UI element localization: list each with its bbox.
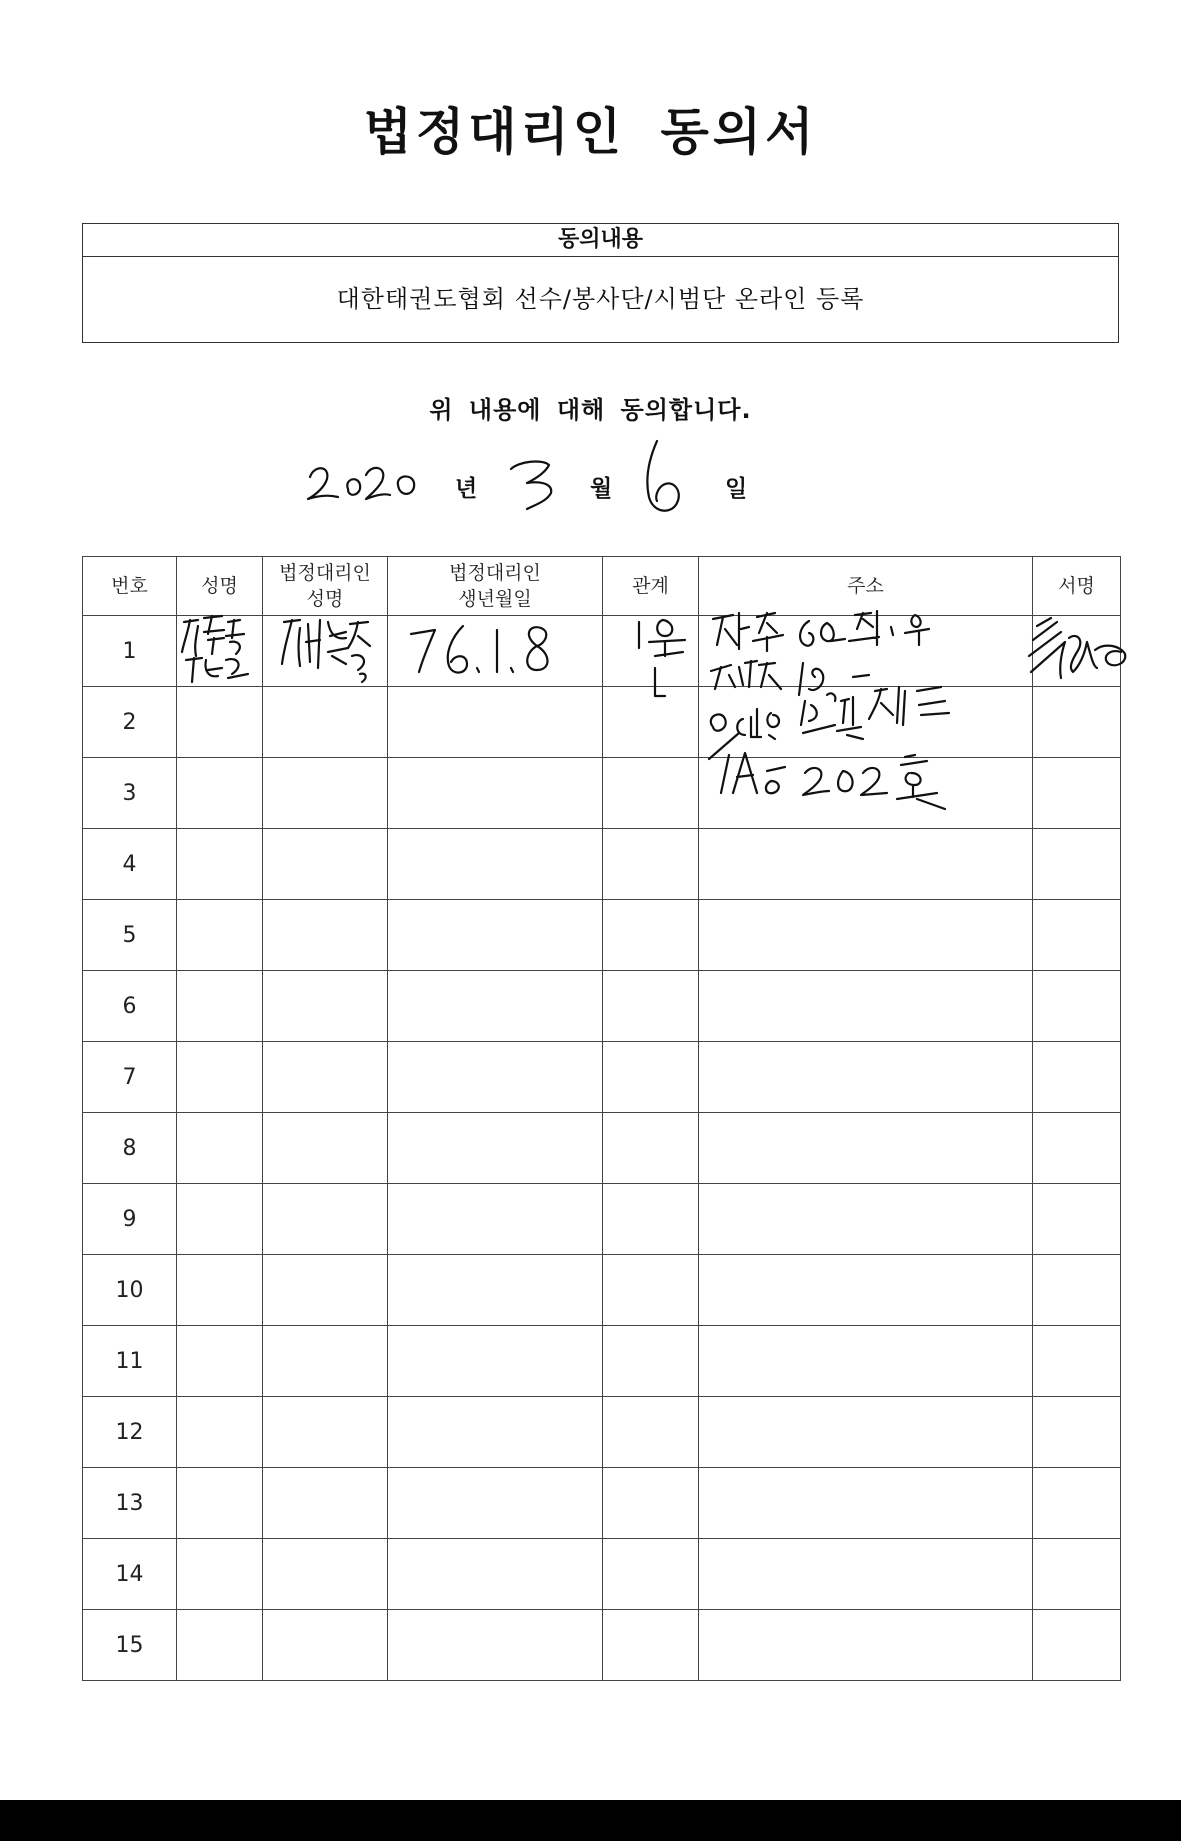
header-guardian-birth-line2: 생년월일	[458, 588, 532, 610]
name-cell	[177, 1539, 263, 1610]
name-cell	[177, 1184, 263, 1255]
handwritten-relation	[625, 612, 695, 702]
signature-cell	[1033, 687, 1121, 758]
header-guardian-name-line1: 법정대리인	[279, 562, 371, 584]
relation-cell	[603, 1539, 699, 1610]
guardian-name-cell	[263, 900, 388, 971]
table-row	[83, 1610, 1121, 1681]
relation-cell	[603, 1255, 699, 1326]
guardian-name-cell	[263, 758, 388, 829]
table-row	[83, 1184, 1121, 1255]
name-cell	[177, 758, 263, 829]
row-number-cell: 9	[83, 1184, 177, 1255]
address-cell	[699, 900, 1033, 971]
guardian-birth-cell	[388, 971, 603, 1042]
relation-cell	[603, 900, 699, 971]
header-relation: 관계	[603, 557, 699, 616]
guardian-birth-cell	[388, 758, 603, 829]
address-cell	[699, 1468, 1033, 1539]
name-cell	[177, 1326, 263, 1397]
guardian-birth-cell	[388, 1042, 603, 1113]
relation-cell	[603, 758, 699, 829]
table-row	[83, 1468, 1121, 1539]
signature-cell	[1033, 829, 1121, 900]
bottom-black-bar	[0, 1800, 1181, 1841]
header-guardian-name-line2: 성명	[306, 588, 344, 610]
row-number-cell: 6	[83, 971, 177, 1042]
handwritten-guardian-name	[276, 612, 376, 692]
handwritten-guardian-birth	[405, 620, 565, 680]
row-number-cell: 13	[83, 1468, 177, 1539]
address-cell	[699, 1326, 1033, 1397]
day-label: 일	[725, 476, 748, 502]
address-cell	[699, 1113, 1033, 1184]
relation-cell	[603, 971, 699, 1042]
relation-cell	[603, 1113, 699, 1184]
guardian-name-cell	[263, 1610, 388, 1681]
table-row	[83, 1042, 1121, 1113]
address-cell	[699, 1539, 1033, 1610]
relation-cell	[603, 829, 699, 900]
row-number-cell: 12	[83, 1397, 177, 1468]
consent-header: 동의내용	[83, 224, 1118, 257]
address-cell	[699, 1610, 1033, 1681]
row-number-cell: 3	[83, 758, 177, 829]
name-cell	[177, 1255, 263, 1326]
handwritten-student-name	[178, 612, 258, 692]
guardian-birth-cell	[388, 1468, 603, 1539]
guardian-name-cell	[263, 829, 388, 900]
guardian-birth-cell	[388, 1539, 603, 1610]
name-cell	[177, 971, 263, 1042]
guardian-birth-cell	[388, 1184, 603, 1255]
header-name: 성명	[177, 557, 263, 616]
year-label: 년	[455, 476, 478, 502]
row-number-cell: 7	[83, 1042, 177, 1113]
relation-cell	[603, 1184, 699, 1255]
header-guardian-name	[263, 557, 388, 616]
row-number-cell: 1	[83, 616, 177, 687]
guardian-birth-cell	[388, 829, 603, 900]
row-number-cell: 11	[83, 1326, 177, 1397]
row-number-cell: 14	[83, 1539, 177, 1610]
handwritten-year	[300, 455, 440, 515]
header-number: 번호	[83, 557, 177, 616]
document-title: 법정대리인 동의서	[363, 103, 818, 161]
signature-cell	[1033, 1468, 1121, 1539]
name-cell	[177, 1113, 263, 1184]
table-row	[83, 1113, 1121, 1184]
relation-cell	[603, 1468, 699, 1539]
guardian-name-cell	[263, 687, 388, 758]
name-cell	[177, 1468, 263, 1539]
signature-cell	[1033, 1397, 1121, 1468]
signature-cell	[1033, 1255, 1121, 1326]
guardian-name-cell	[263, 1468, 388, 1539]
name-cell	[177, 900, 263, 971]
signature-cell	[1033, 1539, 1121, 1610]
table-row	[83, 1397, 1121, 1468]
name-cell	[177, 687, 263, 758]
guardian-birth-cell	[388, 1113, 603, 1184]
signature-cell	[1033, 1113, 1121, 1184]
address-cell	[699, 1184, 1033, 1255]
table-row	[83, 1255, 1121, 1326]
header-guardian-birth	[388, 557, 603, 616]
guardian-birth-cell	[388, 1326, 603, 1397]
relation-cell	[603, 1326, 699, 1397]
signature-cell	[1033, 900, 1121, 971]
relation-cell	[603, 1397, 699, 1468]
signature-cell	[1033, 1326, 1121, 1397]
relation-cell	[603, 1042, 699, 1113]
guardian-birth-cell	[388, 900, 603, 971]
row-number-cell: 10	[83, 1255, 177, 1326]
row-number-cell: 2	[83, 687, 177, 758]
handwritten-month	[505, 455, 575, 515]
table-row	[83, 971, 1121, 1042]
table-row	[83, 1539, 1121, 1610]
address-cell	[699, 1397, 1033, 1468]
agreement-statement: 위 내용에 대해 동의합니다.	[429, 396, 752, 424]
guardian-birth-cell	[388, 1610, 603, 1681]
row-number-cell: 5	[83, 900, 177, 971]
relation-cell	[603, 1610, 699, 1681]
guardian-name-cell	[263, 1255, 388, 1326]
guardian-birth-cell	[388, 687, 603, 758]
guardian-birth-cell	[388, 1397, 603, 1468]
handwritten-address	[705, 605, 1025, 855]
signature-cell	[1033, 758, 1121, 829]
signature-cell	[1033, 1610, 1121, 1681]
name-cell	[177, 1610, 263, 1681]
header-signature: 서명	[1033, 557, 1121, 616]
name-cell	[177, 829, 263, 900]
row-number-cell: 4	[83, 829, 177, 900]
address-cell	[699, 1255, 1033, 1326]
guardian-name-cell	[263, 1042, 388, 1113]
row-number-cell: 15	[83, 1610, 177, 1681]
address-cell	[699, 1042, 1033, 1113]
table-row	[83, 900, 1121, 971]
signature-cell	[1033, 1042, 1121, 1113]
name-cell	[177, 1397, 263, 1468]
guardian-name-cell	[263, 971, 388, 1042]
guardian-birth-cell	[388, 1255, 603, 1326]
consent-content: 대한태권도협회 선수/봉사단/시범단 온라인 등록	[336, 285, 865, 313]
guardian-name-cell	[263, 1184, 388, 1255]
table-row	[83, 1326, 1121, 1397]
signature-cell	[1033, 971, 1121, 1042]
address-cell	[699, 971, 1033, 1042]
handwritten-signature	[1025, 612, 1135, 692]
guardian-name-cell	[263, 1113, 388, 1184]
header-guardian-birth-line1: 법정대리인	[449, 562, 541, 584]
guardian-name-cell	[263, 1326, 388, 1397]
guardian-name-cell	[263, 1539, 388, 1610]
consent-box	[82, 223, 1119, 343]
name-cell	[177, 1042, 263, 1113]
row-number-cell: 8	[83, 1113, 177, 1184]
guardian-name-cell	[263, 1397, 388, 1468]
handwritten-day	[635, 435, 705, 520]
header-address: 주소	[699, 557, 1033, 616]
signature-cell	[1033, 1184, 1121, 1255]
month-label: 월	[590, 476, 613, 502]
